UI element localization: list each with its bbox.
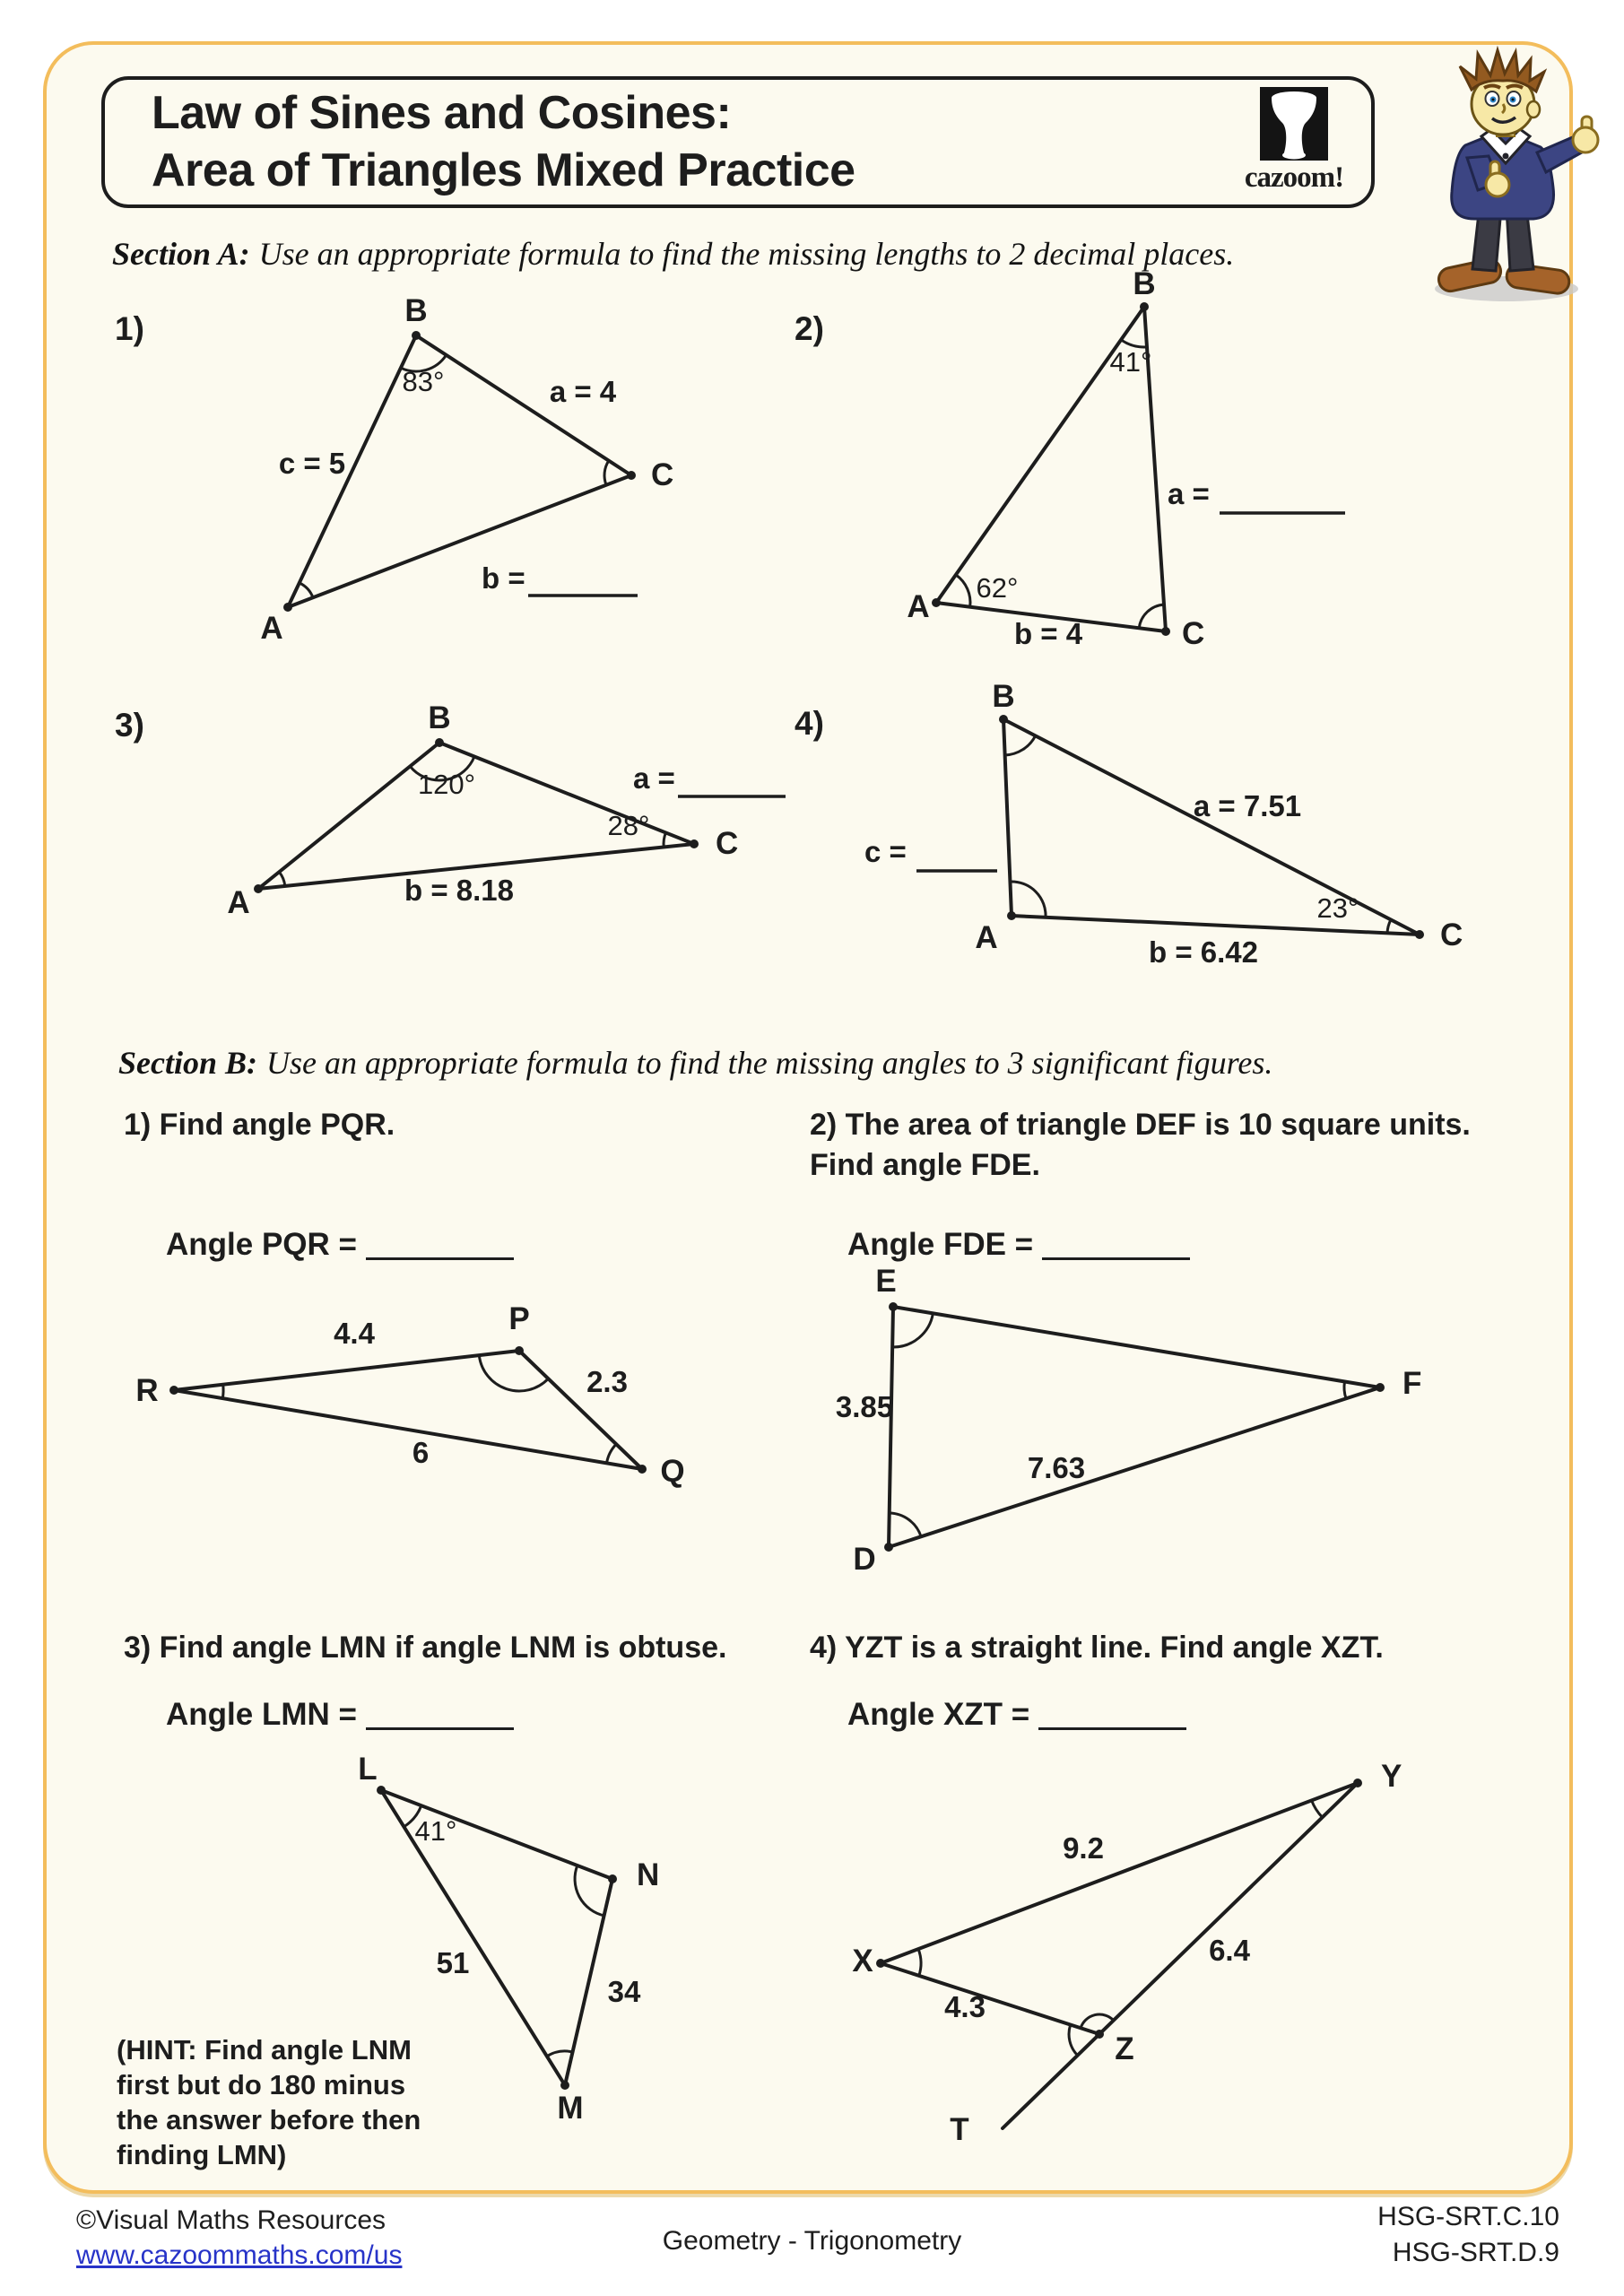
- triangle-pqr-edges: [169, 1346, 647, 1474]
- triangle-def-edges: [884, 1302, 1385, 1552]
- section-a-text: Use an appropriate formula to find the missing lengths to 2 decimal places.: [258, 236, 1235, 272]
- side-label: 2.3: [586, 1365, 628, 1398]
- section-b-instruction: [118, 1044, 1272, 1082]
- vertex-label: C: [1182, 616, 1205, 651]
- blank-side-label: a =: [633, 761, 675, 795]
- answer-xzt: [847, 1697, 1186, 1733]
- vertex-label: M: [557, 2091, 584, 2126]
- angle-label: 28°: [607, 810, 650, 841]
- vertex-label: B: [1133, 266, 1156, 301]
- footer-link[interactable]: www.cazoommaths.com/us: [76, 2240, 403, 2270]
- vertex-label: A: [907, 589, 930, 624]
- angle-label: 83°: [402, 366, 445, 397]
- answer-lmn-blank: [366, 1702, 514, 1730]
- angle-label: 41°: [1109, 346, 1152, 378]
- vertex-label: X: [852, 1944, 873, 1979]
- vertex-label: A: [975, 920, 998, 955]
- vertex-label: B: [992, 679, 1015, 714]
- footer-standards: [1377, 2199, 1559, 2271]
- side-label: b = 8.18: [404, 874, 514, 907]
- footer-standard-2: HSG-SRT.D.9: [1392, 2238, 1559, 2267]
- problem-b4-question: 4) YZT is a straight line. Find angle XZT.: [810, 1631, 1384, 1665]
- page-title: [152, 84, 855, 199]
- title-box: [101, 76, 1375, 208]
- hint-text: (HINT: Find angle LNM first but do 180 minus the answer before then finding LMN): [117, 2034, 421, 2170]
- vertex-label: A: [227, 885, 250, 920]
- vertex-label: C: [651, 457, 674, 492]
- angle-label: 41°: [414, 1815, 457, 1847]
- vertex-label: E: [875, 1264, 897, 1299]
- problem-b2-question: 2) The area of triangle DEF is 10 square units. Find angle FDE.: [810, 1108, 1471, 1182]
- mascot-illustration: [1392, 39, 1616, 309]
- side-label: 6: [412, 1436, 430, 1469]
- vertex-label: A: [260, 611, 283, 646]
- triangle-pqr-diagram: [135, 1292, 717, 1525]
- vertex-label: D: [853, 1542, 876, 1577]
- problem-a3-number: 3): [115, 707, 144, 744]
- side-label: 6.4: [1209, 1934, 1250, 1967]
- answer-fde: [847, 1227, 1190, 1263]
- cazoom-logo: [1233, 87, 1355, 195]
- cazoom-logo-text: cazoom!: [1244, 161, 1344, 194]
- angle-label: 23°: [1316, 892, 1359, 924]
- blank-side-label: a =: [1168, 477, 1210, 510]
- vertex-label: B: [428, 700, 451, 735]
- side-label: a = 7.51: [1193, 789, 1302, 822]
- vertex-label: P: [508, 1301, 530, 1336]
- answer-pqr-label: Angle PQR =: [166, 1227, 357, 1262]
- section-b-text: Use an appropriate formula to find the missing angles to 3 significant figures.: [266, 1045, 1273, 1081]
- answer-xzt-blank: [1038, 1702, 1186, 1730]
- vertex-label: Y: [1381, 1759, 1403, 1794]
- page-title-line1: Law of Sines and Cosines:: [152, 87, 732, 139]
- cazoom-logo-icon: [1235, 87, 1353, 162]
- section-a-instruction: [112, 235, 1234, 273]
- vertex-label: Q: [660, 1454, 685, 1489]
- angle-label: 120°: [417, 769, 476, 800]
- footer-standard-1: HSG-SRT.C.10: [1377, 2202, 1559, 2231]
- blank-side-label: c =: [864, 835, 907, 868]
- answer-xzt-label: Angle XZT =: [847, 1697, 1030, 1732]
- blank-side-label: b =: [482, 561, 525, 595]
- side-label: a = 4: [549, 375, 617, 408]
- problem-a2-number: 2): [795, 310, 824, 347]
- footer-category: Geometry - Trigonometry: [662, 2226, 962, 2256]
- page-title-line2: Area of Triangles Mixed Practice: [152, 144, 855, 196]
- footer-copyright: ©Visual Maths Resources: [76, 2205, 386, 2235]
- triangle-a3-edges: [254, 738, 786, 893]
- triangle-a3-diagram: [135, 700, 798, 969]
- triangle-lmn-diagram: [296, 1752, 708, 2135]
- answer-fde-blank: [1042, 1232, 1190, 1260]
- section-a-label: Section A:: [112, 236, 250, 272]
- vertex-label: L: [358, 1752, 378, 1787]
- side-label: 3.85: [835, 1390, 894, 1423]
- answer-lmn: [166, 1697, 514, 1733]
- angle-label: 62°: [976, 572, 1019, 604]
- triangle-a2-diagram: [807, 266, 1399, 682]
- triangle-a1-diagram: [126, 293, 708, 664]
- side-label: c = 5: [278, 447, 346, 480]
- vertex-label: F: [1403, 1366, 1422, 1401]
- vertex-label: C: [1440, 918, 1463, 952]
- problem-a4-number: 4): [795, 705, 824, 742]
- answer-fde-label: Angle FDE =: [847, 1227, 1034, 1262]
- section-b-label: Section B:: [118, 1045, 258, 1081]
- side-label: 7.63: [1027, 1451, 1086, 1484]
- vertex-label: T: [950, 2112, 969, 2147]
- triangle-def-diagram: [825, 1264, 1453, 1577]
- side-label: 4.4: [334, 1317, 375, 1350]
- problem-b1-question: 1) Find angle PQR.: [124, 1108, 395, 1142]
- vertex-label: R: [135, 1373, 159, 1408]
- vertex-label: Z: [1115, 2031, 1134, 2066]
- side-label: b = 4: [1013, 617, 1083, 650]
- diagram-xzt: [852, 1758, 1444, 2161]
- diagram-xzt-edges: [876, 1779, 1362, 2128]
- side-label: 9.2: [1063, 1831, 1104, 1865]
- side-label: 34: [607, 1975, 641, 2008]
- triangle-a4-diagram: [807, 679, 1463, 996]
- vertex-label: B: [404, 293, 428, 328]
- answer-pqr-blank: [366, 1232, 514, 1260]
- vertex-label: C: [716, 826, 739, 861]
- vertex-label: N: [637, 1857, 660, 1892]
- answer-pqr: [166, 1227, 514, 1263]
- side-label: 51: [436, 1946, 470, 1979]
- triangle-lmn-edges: [377, 1786, 617, 2090]
- answer-lmn-label: Angle LMN =: [166, 1697, 357, 1732]
- problem-a1-number: 1): [115, 310, 144, 347]
- side-label: 4.3: [944, 1990, 986, 2023]
- problem-b3-question: 3) Find angle LMN if angle LNM is obtuse.: [124, 1631, 727, 1665]
- side-label: b = 6.42: [1149, 935, 1258, 969]
